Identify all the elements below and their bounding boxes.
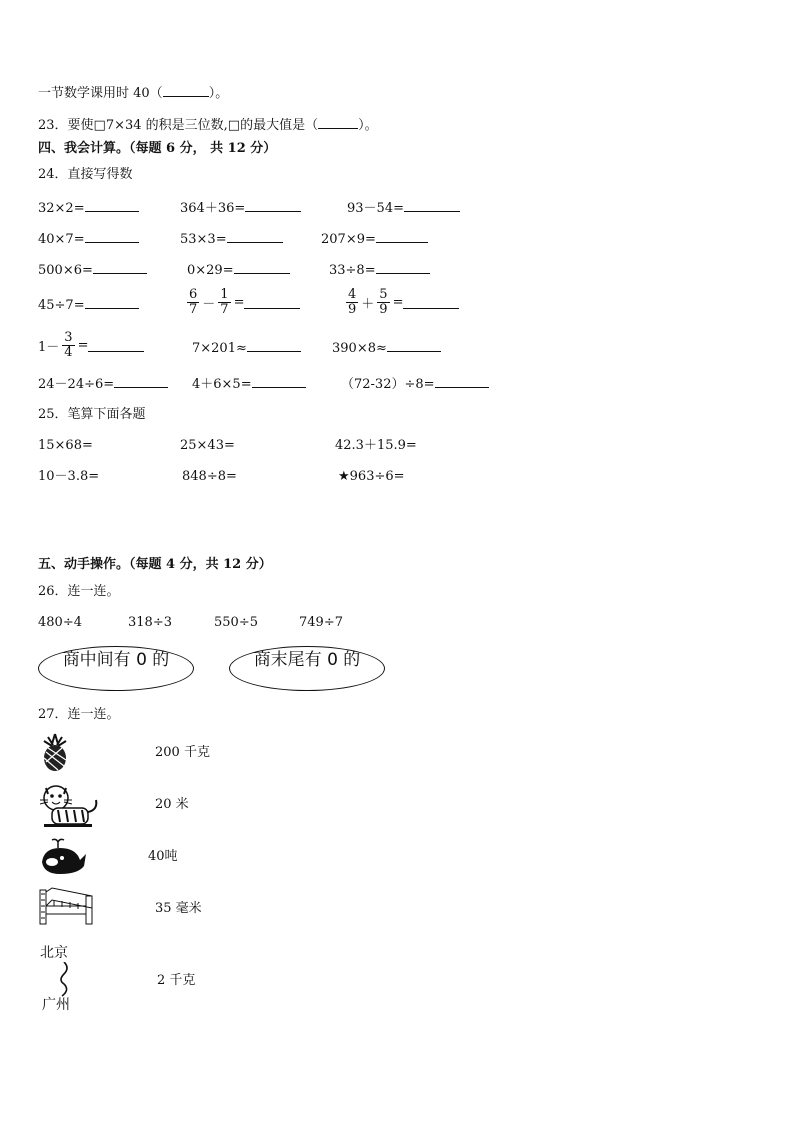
- map-label-guangzhou: 广州: [42, 997, 70, 1013]
- answer-blank[interactable]: [244, 296, 300, 309]
- unit-label[interactable]: 200 千克: [155, 745, 210, 760]
- answer-blank[interactable]: [88, 339, 144, 352]
- answer-blank[interactable]: [435, 375, 489, 388]
- calc-item: 364＋36=: [180, 199, 301, 217]
- calc-item: 7×201≈: [192, 339, 301, 357]
- whale-icon[interactable]: [38, 836, 88, 878]
- division-expression[interactable]: 749÷7: [299, 615, 343, 630]
- answer-blank[interactable]: [234, 261, 290, 274]
- calc-item: 53×3=: [180, 230, 283, 248]
- answer-blank[interactable]: [114, 375, 168, 388]
- answer-blank[interactable]: [245, 199, 301, 212]
- calc-item: 33÷8=: [329, 261, 430, 279]
- written-calc-item: 25×43=: [180, 438, 235, 453]
- answer-blank[interactable]: [387, 339, 441, 352]
- answer-blank[interactable]: [85, 230, 139, 243]
- question-27-title: 27．连一连。: [38, 707, 120, 722]
- question-26-title: 26．连一连。: [38, 584, 120, 599]
- question-23: 23．要使□7×34 的积是三位数,□的最大值是（ ）。: [38, 118, 378, 133]
- written-calc-item: 848÷8=: [182, 469, 237, 484]
- calc-item: 93－54=: [347, 199, 460, 217]
- written-calc-item: 10－3.8=: [38, 469, 100, 484]
- route-map-icon[interactable]: [40, 962, 80, 998]
- calc-item: 390×8≈: [332, 339, 441, 357]
- calc-item: 24－24÷6=: [38, 375, 168, 393]
- calc-item: 40×7=: [38, 230, 139, 248]
- calc-item: 207×9=: [321, 230, 428, 248]
- intro-line: 一节数学课用时 40（ ）。: [38, 86, 229, 101]
- fraction-subtraction: $\frac{6}{7}$ － $\frac{1}{7}$ =: [184, 288, 300, 317]
- answer-blank[interactable]: [404, 199, 460, 212]
- answer-blank[interactable]: [376, 230, 428, 243]
- fraction: $\frac{5}{9}$: [379, 287, 388, 317]
- written-calc-item: ★963÷6=: [338, 469, 405, 484]
- written-calc-item: 15×68=: [38, 438, 93, 453]
- answer-blank[interactable]: [227, 230, 283, 243]
- oval-middle-zero[interactable]: 商中间有 0 的: [38, 646, 194, 691]
- calc-item: （72-32）÷8=: [341, 375, 489, 393]
- written-calc-item: 42.3＋15.9=: [335, 438, 417, 453]
- division-expression[interactable]: 318÷3: [128, 615, 172, 630]
- fraction-one-minus: 1－ $\frac{3}{4}$ =: [38, 331, 144, 360]
- answer-blank[interactable]: [85, 199, 139, 212]
- unit-label[interactable]: 2 千克: [157, 973, 196, 988]
- calc-item: 45÷7=: [38, 296, 139, 314]
- answer-blank[interactable]: [318, 116, 358, 129]
- answer-blank[interactable]: [376, 261, 430, 274]
- answer-blank[interactable]: [252, 375, 306, 388]
- calc-item: 0×29=: [187, 261, 290, 279]
- section-5-title: 五、动手操作。（每题 4 分，共 12 分）: [38, 557, 272, 572]
- fraction-addition: $\frac{4}{9}$ ＋ $\frac{5}{9}$ =: [343, 288, 459, 317]
- answer-blank[interactable]: [247, 339, 301, 352]
- unit-label[interactable]: 35 毫米: [155, 901, 202, 916]
- answer-blank[interactable]: [403, 296, 459, 309]
- unit-label[interactable]: 20 米: [155, 797, 189, 812]
- answer-blank[interactable]: [85, 296, 139, 309]
- question-25-title: 25．笔算下面各题: [38, 407, 146, 422]
- bed-icon[interactable]: [38, 884, 96, 928]
- calc-item: 4＋6×5=: [192, 375, 306, 393]
- answer-blank[interactable]: [163, 84, 209, 97]
- division-expression[interactable]: 480÷4: [38, 615, 82, 630]
- fraction: $\frac{1}{7}$: [220, 287, 229, 317]
- calc-item: 32×2=: [38, 199, 139, 217]
- answer-blank[interactable]: [93, 261, 147, 274]
- pineapple-icon[interactable]: [38, 732, 72, 772]
- unit-label[interactable]: 40吨: [148, 849, 178, 864]
- question-24-title: 24．直接写得数: [38, 167, 133, 182]
- calc-item: 500×6=: [38, 261, 147, 279]
- fraction: $\frac{4}{9}$: [348, 287, 357, 317]
- map-label-beijing: 北京: [40, 945, 68, 961]
- oval-trailing-zero[interactable]: 商末尾有 0 的: [229, 646, 385, 691]
- division-expression[interactable]: 550÷5: [214, 615, 258, 630]
- fraction: $\frac{3}{4}$: [64, 330, 73, 360]
- section-4-title: 四、我会计算。（每题 6 分， 共 12 分）: [38, 141, 277, 156]
- tiger-icon[interactable]: [38, 780, 102, 830]
- fraction: $\frac{6}{7}$: [189, 287, 198, 317]
